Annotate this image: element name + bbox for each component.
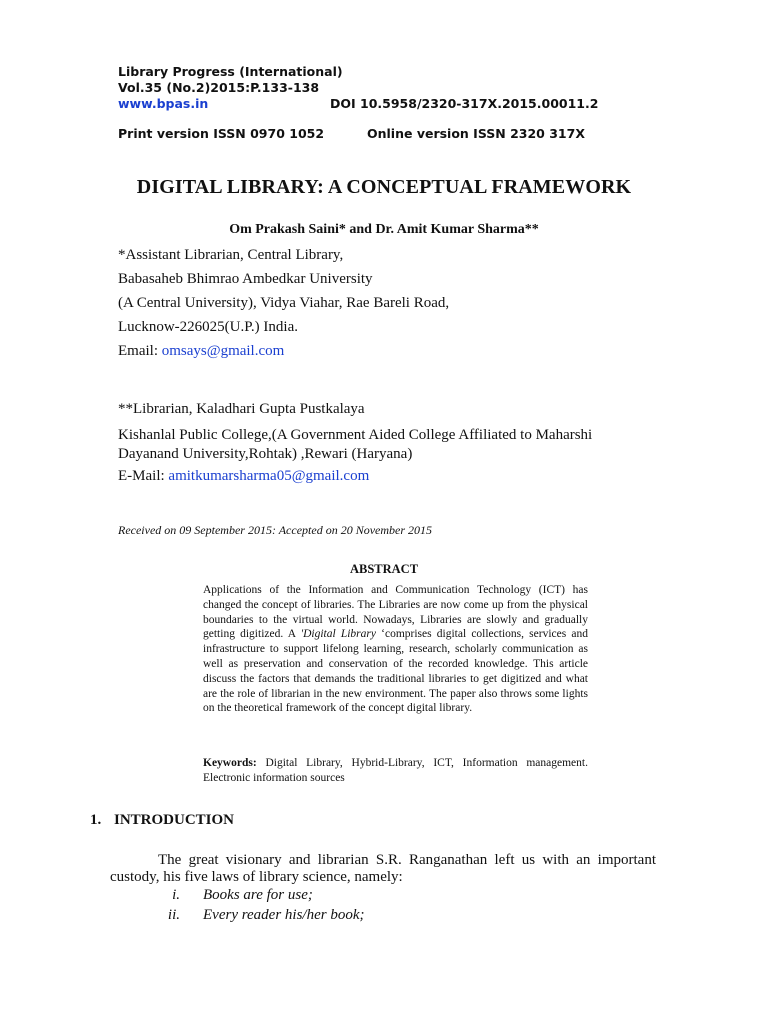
list-item bbox=[0, 907, 768, 927]
affiliation-2-line-1: **Librarian, Kaladhari Gupta Pustkalaya bbox=[118, 401, 365, 417]
section-title: INTRODUCTION bbox=[114, 812, 235, 828]
laws-list bbox=[0, 887, 768, 927]
affiliation-1 bbox=[118, 243, 449, 363]
list-text: Books are for use; bbox=[203, 887, 313, 903]
abstract-text-part-2: ‘comprises digital collections, services and infrastructure to support lifelong learning, research, scholarly communication as well as preservation and conservation of the recorded knowledge. This article discuss the factors that demands the traditional libraries to get digitized and what are the role of librarian in the new environment. The paper also throws some lights on the theoretical framework of the concept digital library. bbox=[203, 628, 588, 715]
affiliation-2 bbox=[118, 397, 592, 488]
received-dates: Received on 09 September 2015: Accepted on 20 November 2015 bbox=[118, 523, 433, 537]
email-link-2[interactable]: amitkumarsharma05@gmail.com bbox=[168, 468, 370, 484]
list-item bbox=[0, 887, 768, 907]
section-heading-introduction bbox=[90, 812, 234, 829]
keywords bbox=[203, 756, 588, 786]
affiliation-1-line-1: *Assistant Librarian, Central Library, bbox=[118, 247, 344, 263]
affiliation-1-line-4: Lucknow-226025(U.P.) India. bbox=[118, 319, 298, 335]
affiliation-2-email-row bbox=[118, 464, 592, 488]
affiliation-1-line-3: (A Central University), Vidya Viahar, Rae Bareli Road, bbox=[118, 295, 450, 311]
email-label: E-Mail: bbox=[118, 468, 169, 484]
print-issn: Print version ISSN 0970 1052 bbox=[118, 126, 325, 141]
list-numeral: i. bbox=[172, 887, 180, 903]
abstract-text-italic: 'Digital Library bbox=[300, 628, 376, 641]
journal-website-link[interactable]: www.bpas.in bbox=[118, 96, 209, 111]
abstract-text-part-1: Applications of the Information and Communication Technology (ICT) has changed the concept of libraries. The Libraries are now come up from the physical boundaries to the virtual world. Nowadays, Libraries are slowly and gradually getting digitized. A bbox=[203, 584, 588, 641]
keywords-list: Digital Library, Hybrid-Library, ICT, Information management. Electronic information sources bbox=[203, 757, 588, 784]
intro-paragraph bbox=[110, 852, 656, 886]
journal-volume: Vol.35 (No.2)2015:P.133-138 bbox=[118, 80, 320, 95]
abstract-text bbox=[203, 583, 588, 716]
journal-issn-row bbox=[118, 126, 585, 142]
affiliation-2-line-2: Kishanlal Public College,(A Government Aided College Affiliated to Maharshi bbox=[118, 427, 593, 443]
paper-authors: Om Prakash Saini* and Dr. Amit Kumar Sharma** bbox=[229, 222, 539, 237]
email-link-1[interactable]: omsays@gmail.com bbox=[161, 343, 285, 359]
online-issn: Online version ISSN 2320 317X bbox=[367, 126, 585, 141]
affiliation-1-email-row bbox=[118, 339, 449, 363]
journal-name: Library Progress (International) bbox=[118, 64, 343, 79]
journal-header bbox=[118, 64, 599, 142]
journal-doi: DOI 10.5958/2320-317X.2015.00011.2 bbox=[330, 96, 599, 111]
list-text: Every reader his/her book; bbox=[203, 907, 365, 923]
paper-title: DIGITAL LIBRARY: A CONCEPTUAL FRAMEWORK bbox=[136, 176, 632, 198]
section-number: 1. bbox=[90, 812, 102, 828]
intro-paragraph-text: The great visionary and librarian S.R. Ranganathan left us with an important custody, his five laws of library science, namely: bbox=[110, 852, 656, 885]
keywords-label: Keywords: bbox=[203, 757, 257, 769]
list-numeral: ii. bbox=[167, 907, 180, 923]
abstract-heading: ABSTRACT bbox=[349, 562, 419, 576]
affiliation-1-line-2: Babasaheb Bhimrao Ambedkar University bbox=[118, 271, 373, 287]
journal-web-row bbox=[118, 96, 599, 112]
email-label: Email: bbox=[118, 343, 162, 359]
affiliation-2-line-2-3 bbox=[118, 426, 592, 464]
affiliation-2-line-3: Dayanand University,Rohtak) ,Rewari (Haryana) bbox=[118, 446, 413, 462]
